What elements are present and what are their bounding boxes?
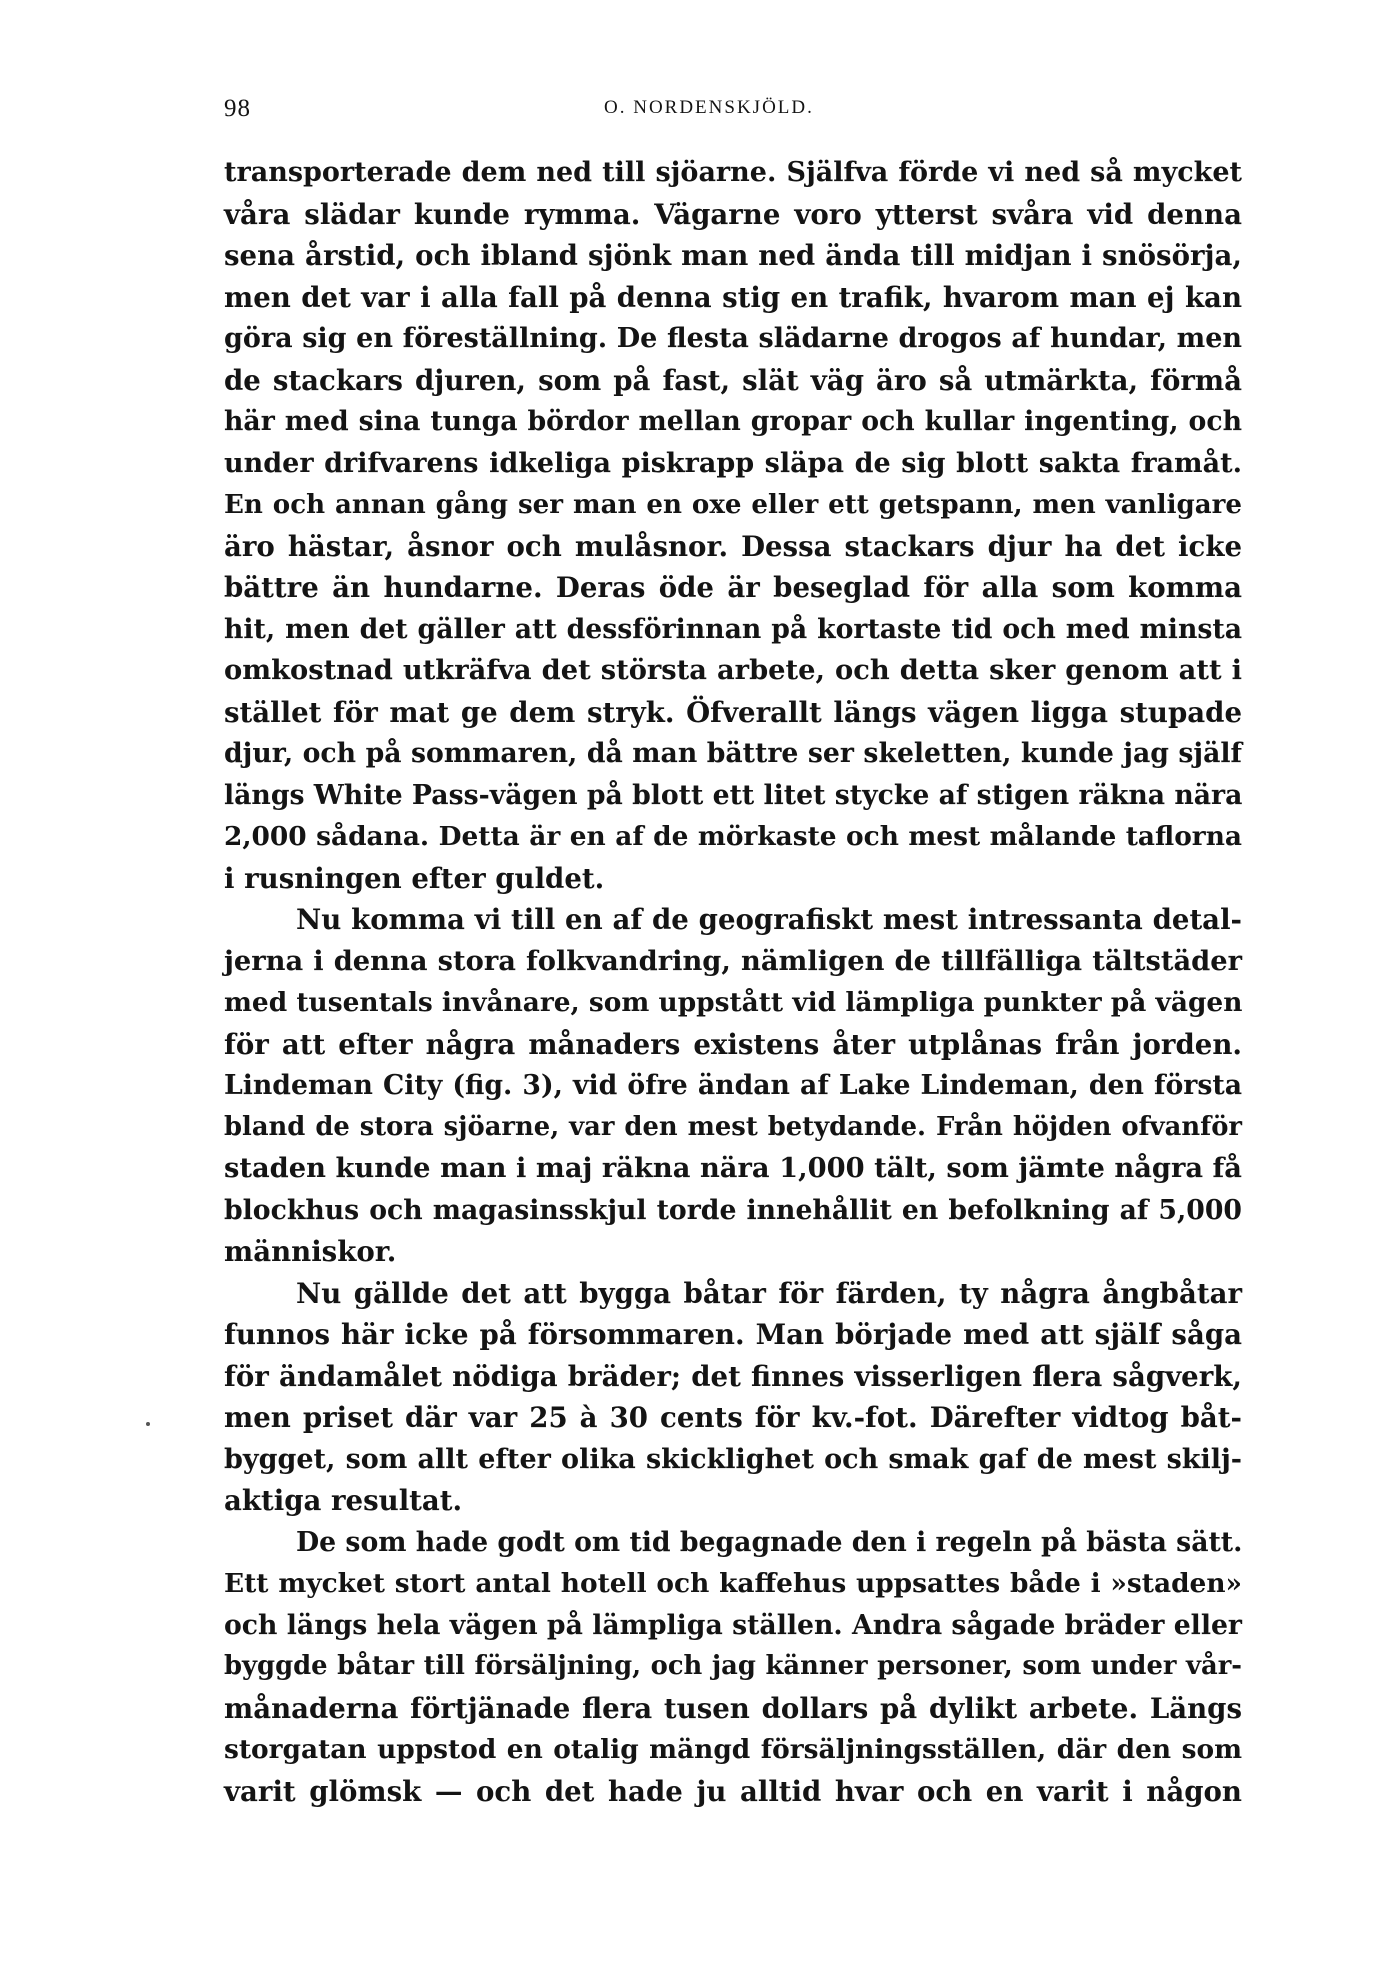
text-line: storgatan uppstod en otalig mängd försäljningsställen, där den som (224, 1734, 1242, 1765)
text-line: staden kunde man i maj räkna nära 1,000 tält, som jämte några få (224, 1152, 1242, 1184)
text-line: transporterade dem ned till sjöarne. Själfva förde vi ned så mycket (224, 157, 1242, 188)
page-number: 98 (224, 95, 251, 122)
running-head: O. NORDENSKJÖLD. (604, 97, 814, 118)
text-line: hit, men det gäller att dessförinnan på kortaste tid och med minsta (224, 613, 1242, 645)
text-line: blockhus och magasinsskjul torde innehållit en befolkning af 5,000 (224, 1194, 1242, 1226)
text-line: här med sina tunga bördor mellan gropar och kullar ingenting, och (224, 406, 1242, 437)
text-line: sena årstid, och ibland sjönk man ned ända till midjan i snösörja, (224, 239, 1242, 272)
text-line: och längs hela vägen på lämpliga ställen. Andra sågade bräder eller (224, 1609, 1242, 1641)
text-line: med tusentals invånare, som uppstått vid lämpliga punkter på vägen (224, 987, 1243, 1018)
text-line: varit glömsk — och det hade ju alltid hvar och en varit i någon (224, 1774, 1242, 1808)
text-line: de stackars djuren, som på fast, slät väg äro så utmärkta, förmå (224, 363, 1242, 397)
text-line: Lindeman City (fig. 3), vid öfre ändan af Lake Lindeman, den första (224, 1070, 1242, 1101)
text-line: för ändamålet nödiga bräder; det finnes visserligen flera sågverk, (224, 1359, 1242, 1393)
text-line: stället för mat ge dem stryk. Öfverallt längs vägen ligga stupade (224, 695, 1242, 729)
text-line: människor. (224, 1235, 397, 1268)
text-line: i rusningen efter guldet. (224, 861, 605, 895)
text-line: aktiga resultat. (224, 1484, 463, 1517)
text-line: men priset där var 25 à 30 cents för kv.-fot. Därefter vidtog båt- (224, 1401, 1242, 1434)
page-header (224, 95, 1249, 135)
text-line: De som hade godt om tid begagnade den i regeln på bästa sätt. (296, 1526, 1243, 1558)
text-line: för att efter några månaders existens åter utplånas från jorden. (224, 1027, 1242, 1061)
text-line: 2,000 sådana. Detta är en af de mörkaste och mest målande taflorna (224, 821, 1242, 852)
text-line: omkostnad utkräfva det största arbete, och detta sker genom att i (224, 654, 1242, 686)
text-line: bättre än hundarne. Deras öde är beseglad för alla som komma (224, 571, 1242, 604)
text-line: jerna i denna stora folkvandring, nämligen de tillfälliga tältstäder (224, 944, 1242, 977)
body-text (224, 152, 1242, 1812)
text-line: göra sig en föreställning. De flesta slädarne drogos af hundar, men (224, 323, 1242, 354)
text-line: bland de stora sjöarne, var den mest betydande. Från höjden ofvanför (224, 1111, 1242, 1142)
text-line: Nu gällde det att bygga båtar för färden, ty några ångbåtar (296, 1276, 1242, 1310)
text-line: Nu komma vi till en af de geografiskt mest intressanta detal- (296, 903, 1242, 936)
text-line: under drifvarens idkeliga piskrapp släpa de sig blott sakta framåt. (224, 447, 1242, 479)
text-line: längs White Pass-vägen på blott ett litet stycke af stigen räkna nära (224, 779, 1243, 811)
text-line: funnos här icke på försommaren. Man började med att själf såga (224, 1318, 1242, 1351)
text-line: men det var i alla fall på denna stig en trafik, hvarom man ej kan (224, 280, 1242, 314)
text-line: äro hästar, åsnor och mulåsnor. Dessa stackars djur ha det icke (224, 529, 1242, 563)
margin-speck-mark (146, 1422, 150, 1426)
text-line: Ett mycket stort antal hotell och kaffehus uppsattes både i »staden» (224, 1568, 1242, 1599)
text-line: En och annan gång ser man en oxe eller ett getspann, men vanligare (224, 489, 1242, 520)
text-line: djur, och på sommaren, då man bättre ser skeletten, kunde jag själf (224, 738, 1242, 769)
text-line: bygget, som allt efter olika skicklighet och smak gaf de mest skilj- (224, 1443, 1242, 1475)
text-line: byggde båtar till försäljning, och jag känner personer, som under vår- (224, 1651, 1242, 1681)
text-line: månaderna förtjänade flera tusen dollars på dylikt arbete. Längs (224, 1691, 1242, 1725)
text-line: våra slädar kunde rymma. Vägarne voro ytterst svåra vid denna (224, 197, 1242, 231)
